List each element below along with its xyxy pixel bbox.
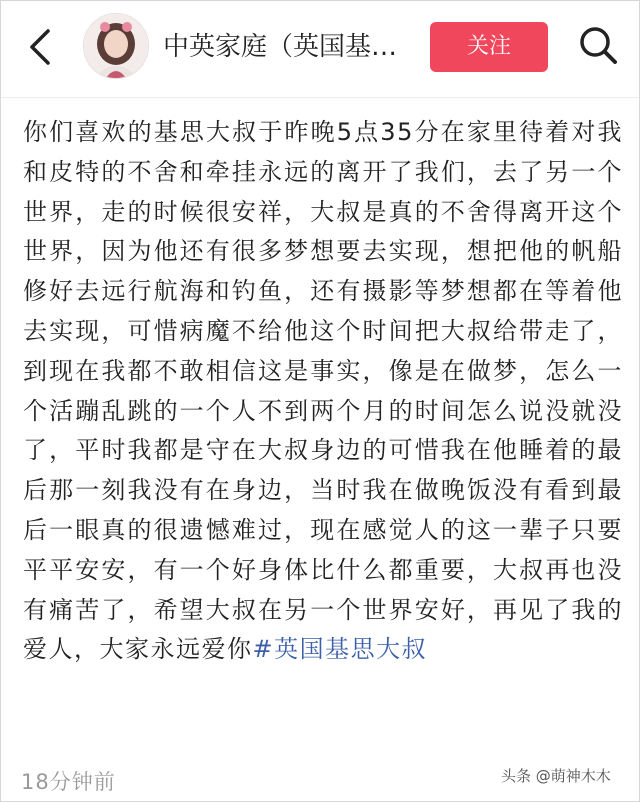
search-icon [576, 23, 620, 67]
post-timestamp: 18分钟前 [21, 770, 116, 794]
search-button[interactable] [576, 23, 620, 67]
chevron-left-icon [21, 25, 61, 69]
hashtag-link[interactable]: #英国基思大叔 [252, 635, 428, 664]
account-name[interactable]: 中英家庭（英国基… [163, 32, 398, 62]
post-text [23, 113, 623, 670]
watermark: 头条 @萌神木木 [501, 767, 611, 785]
post-body-text: 你们喜欢的基思大叔于昨晚5点35分在家里待着对我和皮特的不舍和牵挂永远的离开了我们，去了另一个世界，走的时候很安祥，大叔是真的不舍得离开这个世界，因为他还有很多梦想要去实现，想把他的帆船修好去远行航海和钓鱼，还有摄影等梦想都在等着他去实现，可惜病魔不给他这个时间把大叔给带走了，到现在我都不敢相信这是事实，像是在做梦，怎么一个活蹦乱跳的一个人不到两个月的时间怎么说没就没了，平时我都是守在大叔身边的可惜我在他睡着的最后那一刻我没有在身边，当时我在做晚饭没有看到最后一眼真的很遗憾难过，现在感觉人的这一辈子只要平平安安，有一个好身体比什么都重要，大叔再也没有痛苦了，希望大叔在另一个世界安好，再见了我的爱人，大家永远爱你 [23, 118, 623, 664]
top-bar [1, 1, 639, 98]
follow-button[interactable]: 关注 [430, 22, 548, 72]
avatar[interactable] [83, 13, 149, 79]
profile-avatar [84, 14, 148, 78]
back-button[interactable] [21, 25, 61, 69]
